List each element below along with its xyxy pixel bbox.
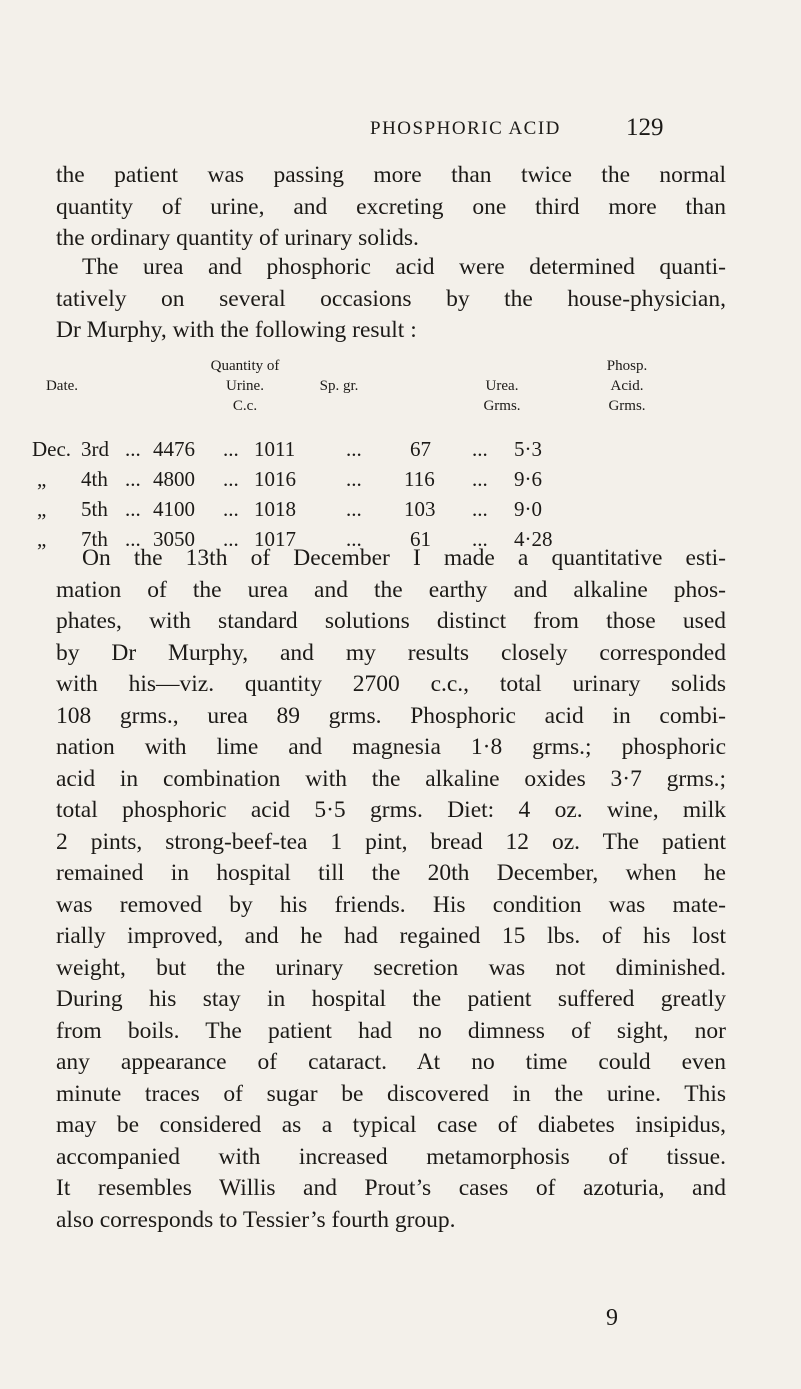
cell-leader: ... — [223, 467, 239, 491]
text-line: tatively on several occasions by the house-physician, — [56, 285, 726, 312]
text-line: was removed by his friends. His condition was mate- — [56, 891, 726, 918]
text-line: any appearance of cataract. At no time could even — [56, 1049, 726, 1075]
page-number: 129 — [626, 114, 664, 141]
cell-month: „ — [37, 527, 47, 551]
cell-urea: 103 — [404, 497, 436, 521]
text-line: During his stay in hospital the patient suffered greatly — [56, 986, 726, 1012]
cell-leader: ... — [125, 527, 141, 551]
cell-sp-gr: 1011 — [254, 437, 296, 461]
cell-sp-gr: 1017 — [254, 527, 296, 551]
text-line: may be considered as a typical case of diabetes insipidus, — [56, 1112, 726, 1138]
text-line: from boils. The patient had no dimness of sight, nor — [56, 1017, 726, 1044]
header-quantity: Quantity of Urine. C.c. — [210, 358, 280, 414]
cell-day: 4th — [81, 467, 108, 491]
cell-quantity: 4476 — [153, 437, 195, 461]
cell-urea: 61 — [410, 527, 431, 551]
cell-leader: ... — [472, 467, 488, 491]
text-line: Dr Murphy, with the following result : — [56, 317, 417, 343]
header-sp-gr: Sp. gr. — [319, 378, 359, 394]
cell-quantity: 3050 — [153, 527, 195, 551]
header-date: Date. — [45, 378, 79, 394]
cell-leader: ... — [223, 437, 239, 461]
text-line: the ordinary quantity of urinary solids. — [56, 225, 419, 251]
page-header — [0, 114, 801, 144]
text-line: mation of the urea and the earthy and alkaline phos- — [56, 576, 726, 603]
text-line: the patient was passing more than twice the normal — [56, 162, 726, 188]
text-line: nation with lime and magnesia 1·8 grms.; phosphoric — [56, 734, 726, 760]
cell-month: „ — [37, 497, 47, 521]
text-line: remained in hospital till the 20th December, when he — [56, 860, 726, 886]
cell-day: 7th — [81, 527, 108, 551]
cell-urea: 67 — [410, 437, 431, 461]
cell-month: „ — [37, 467, 47, 491]
paragraph-3 — [56, 543, 726, 1236]
cell-leader: ... — [346, 467, 362, 491]
signature-mark: 9 — [606, 1305, 618, 1331]
text-line: weight, but the urinary secretion was not diminished. — [56, 954, 726, 981]
running-head: PHOSPHORIC ACID — [370, 118, 561, 139]
text-line: minute traces of sugar be discovered in the urine. This — [56, 1080, 726, 1107]
text-line: It resembles Willis and Prout’s cases of azoturia, and — [56, 1175, 726, 1201]
cell-leader: ... — [346, 527, 362, 551]
cell-leader: ... — [125, 497, 141, 521]
cell-urea: 116 — [404, 467, 435, 491]
header-phosp-acid: Phosp. Acid. Grms. — [606, 358, 648, 414]
cell-leader: ... — [472, 527, 488, 551]
cell-sp-gr: 1016 — [254, 467, 296, 491]
text-line: rially improved, and he had regained 15 lbs. of his lost — [56, 923, 726, 949]
text-line: phates, with standard solutions distinct from those used — [56, 608, 726, 634]
text-line: accompanied with increased metamorphosis of tissue. — [56, 1143, 726, 1170]
cell-leader: ... — [223, 497, 239, 521]
cell-phosp-acid: 9·0 — [514, 497, 542, 521]
text-line: On the 13th of December I made a quantitative esti- — [82, 545, 726, 571]
cell-leader: ... — [472, 497, 488, 521]
cell-quantity: 4800 — [153, 467, 195, 491]
text-line: by Dr Murphy, and my results closely corresponded — [56, 639, 726, 666]
cell-leader: ... — [346, 437, 362, 461]
cell-day: 3rd — [81, 437, 109, 461]
cell-day: 5th — [81, 497, 108, 521]
cell-leader: ... — [346, 497, 362, 521]
text-line: total phosphoric acid 5·5 grms. Diet: 4 oz. wine, milk — [56, 797, 726, 823]
paragraph-1 — [56, 160, 726, 255]
text-line: quantity of urine, and excreting one third more than — [56, 193, 726, 220]
text-line: 2 pints, strong-beef-tea 1 pint, bread 12 oz. The patient — [56, 828, 726, 855]
text-line: 108 grms., urea 89 grms. Phosphoric acid in combi- — [56, 702, 726, 729]
cell-phosp-acid: 5·3 — [514, 437, 542, 461]
cell-leader: ... — [472, 437, 488, 461]
text-line: also corresponds to Tessier’s fourth group. — [56, 1206, 456, 1233]
results-table — [0, 340, 801, 551]
cell-quantity: 4100 — [153, 497, 195, 521]
cell-sp-gr: 1018 — [254, 497, 296, 521]
cell-month: Dec. — [32, 437, 72, 461]
cell-leader: ... — [125, 437, 141, 461]
text-line: The urea and phosphoric acid were determined quanti- — [82, 254, 726, 280]
text-line: acid in combination with the alkaline oxides 3·7 grms.; — [56, 765, 726, 792]
cell-phosp-acid: 9·6 — [514, 467, 542, 491]
header-urea: Urea. Grms. — [483, 378, 521, 414]
cell-leader: ... — [125, 467, 141, 491]
cell-phosp-acid: 4·28 — [514, 527, 553, 551]
text-line: with his—viz. quantity 2700 c.c., total urinary solids — [56, 671, 726, 697]
paragraph-2 — [56, 252, 726, 347]
cell-leader: ... — [223, 527, 239, 551]
